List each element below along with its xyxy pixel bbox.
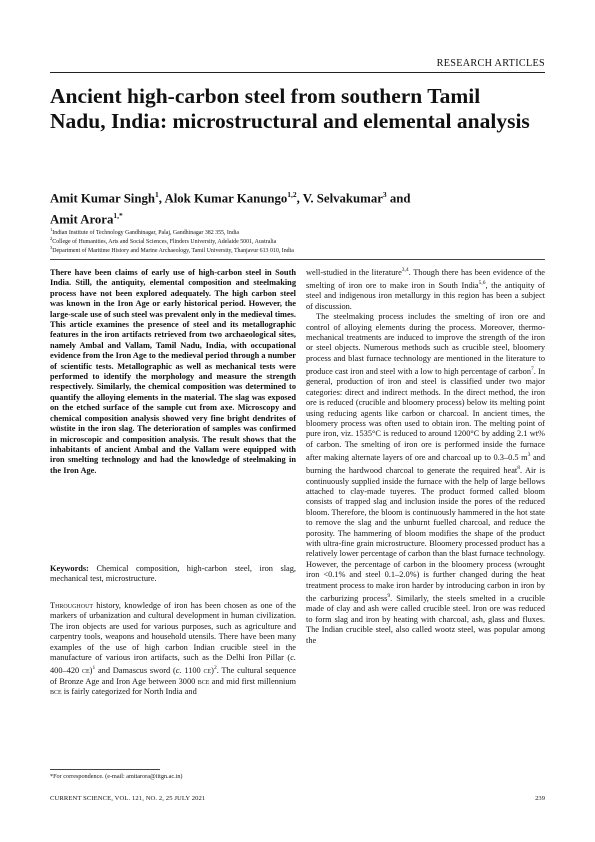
affiliation-rule bbox=[50, 259, 545, 260]
era-abbrev: bce bbox=[197, 676, 210, 686]
intro-text: and mid first millennium bbox=[209, 676, 296, 686]
author-list bbox=[50, 186, 510, 229]
citation-ref: 7 bbox=[531, 366, 534, 373]
author-affiliation-mark: 1 bbox=[155, 190, 159, 199]
circa-abbrev: c. bbox=[175, 666, 182, 676]
keywords-text: Chemical composition, high-carbon steel, iron slag, mechanical test, microstructure. bbox=[50, 564, 296, 584]
body-text: . Though there has been evidence of the smelting of iron ore to make iron in South India bbox=[306, 267, 545, 290]
intro-text: is fairly categorized for North India and bbox=[61, 687, 197, 697]
citation-ref: 2 bbox=[213, 665, 217, 672]
affiliation bbox=[50, 244, 545, 255]
intro-text: ) bbox=[211, 666, 214, 676]
citation-ref: 1 bbox=[92, 665, 96, 672]
article-title: Ancient high-carbon steel from southern Tamil Nadu, India: microstructural and elemental analysis bbox=[50, 84, 530, 133]
author-name: Alok Kumar Kanungo bbox=[164, 191, 288, 206]
citation-ref: 5,6 bbox=[478, 280, 486, 287]
body-text: well-studied in the literature bbox=[306, 267, 402, 277]
affiliation-text: Indian Institute of Technology Gandhinagar, Palaj, Gandhinagar 382 355, India bbox=[52, 229, 240, 236]
author-name: V. Selvakumar bbox=[302, 191, 383, 206]
intro-text: ) bbox=[89, 666, 93, 676]
abstract: There have been claims of early use of high-carbon steel in South India. Still, the antiquity, elemental composition and steelmaking process have not been explored adequately. The high carbon steel was known in the Iron Age or early historical period. However, the large-scale use of such steel was prevalent only in the medieval times. This article examines the presence of steel and its metallographic features in the iron artifacts retrieved from two archaeological sites, namely Ambal and Vallam, Tamil Nadu, India, with occupational evidence from the Iron Age to the medieval period through a number of scientific tests. Metallographic as well as mechanical tests were performed to identify the morphology and measure the strength respectively. Similarly, the chemical composition was determined to quantify the alloying elements in the material. The slag was exposed on the etched surface of the sample cut from axe. Microscopy and chemical composition analysis showed very fine bright dendrites of wüstite in the iron slag. The deterioration of samples was confirmed in microscopic and composition analysis. The result shows that the inhabitants of ancient Ambal and the Vallam were equipped with iron smelting technology and had the knowledge of steelmaking in the Iron Age. bbox=[50, 268, 296, 475]
citation-ref: 3,4 bbox=[401, 267, 409, 273]
body-paragraph bbox=[306, 265, 545, 312]
body-text: . Air is continuously supplied inside the furnace with the help of large bellows attached to clay-made tuyeres. The product formed called bloom consists of trapped slag and inclusion inside the pores of the reduced bloom. Therefore, the bloom is continuously hammered in the hot state to remove the slag and the unburnt fuelled charcoal, and reduce the porosity. The hammering of bloom modifies the shape of the product with ultra-fine grain microstructure. Bloomery processed product has a relatively lower percentage of carbon than the blast furnace technology. However, the percentage of carbon in the bloomery process (wrought iron <0.1% and steel 0.1–2.0%) is further changed during the heat treatment process to make iron harder by introducing carbon in iron by the carburizing process bbox=[306, 466, 546, 603]
intro-text: and Damascus sword ( bbox=[95, 666, 176, 676]
intro-text: 400–420 bbox=[50, 666, 82, 676]
affiliation-text: College of Humanities, Arts and Social Sciences, Flinders University, Adelaide 5001, Australia bbox=[52, 238, 277, 245]
author-name: Amit Arora bbox=[50, 212, 114, 227]
affiliation-mark: 2 bbox=[50, 236, 53, 241]
intro-paragraph bbox=[50, 601, 296, 697]
author-affiliation-mark: 3 bbox=[382, 190, 387, 199]
journal-footer: CURRENT SCIENCE, VOL. 121, NO. 2, 25 JULY 2021 bbox=[50, 795, 206, 802]
author-separator: , bbox=[296, 191, 303, 206]
footnote-rule bbox=[50, 769, 160, 770]
intro-text: . The cultural sequence of Bronze Age and Iron Age between 3000 bbox=[50, 666, 296, 686]
unit-exponent: 3 bbox=[527, 452, 531, 459]
era-abbrev: ce bbox=[81, 666, 90, 676]
author-separator: , bbox=[158, 191, 165, 206]
era-abbrev: ce bbox=[203, 666, 212, 676]
intro-text: 1100 bbox=[181, 666, 204, 676]
citation-ref: 8 bbox=[517, 465, 520, 472]
correspondence-footnote: *For correspondence. (e-mail: amitarora@iitgn.ac.in) bbox=[50, 773, 183, 780]
intro-lead-word: Throughout bbox=[50, 601, 94, 610]
body-text: , the antiquity of steel and indigenous iron metallurgy in this region has been a subject of discussion. bbox=[306, 280, 545, 311]
circa-abbrev: c. bbox=[290, 653, 296, 663]
author-name: Amit Kumar Singh bbox=[50, 191, 155, 206]
section-label: RESEARCH ARTICLES bbox=[436, 58, 545, 69]
era-abbrev: bce bbox=[50, 687, 62, 697]
keywords bbox=[50, 564, 296, 585]
intro-text: history, knowledge of iron has been chosen as one of the markers of urbanization and cultural development in human civilization. The iron objects are used for various purposes, such as agriculture and carpentry tools, weapons and household utensils. There have been many examples of the use of high carbon Indian crucible steel in the manufacture of various iron artifacts, such as the Delhi Iron Pillar ( bbox=[50, 601, 296, 663]
body-text: and burning the hardwood charcoal to generate the required heat bbox=[306, 453, 546, 476]
citation-ref: 9 bbox=[387, 593, 391, 600]
header-rule bbox=[50, 72, 545, 73]
affiliation-mark: 3 bbox=[50, 245, 53, 250]
body-paragraph bbox=[306, 312, 545, 646]
body-text: . In general, production of iron and steel is classified under two major categories: direct and indirect methods. In the direct method, the iron ore is reduced (crucible and bloomery process) below its melting point using reducing agents like carbon or charcoal. In ancient times, the bloomery process was often used to obtain iron. The melting point of pure iron, viz. 1535°C is reduced to around 1200°C by adding 2.1 wt% of carbon. The smelting of iron ore is performed inside the furnace after making alternate layers of ore and charcoal up to 0.3–0.5 m bbox=[306, 367, 546, 463]
body-text: . Similarly, the steels smelted in a crucible made of clay and ash were called crucible steel. Iron ore was reduced to form slag and iron by heating with charcoal, ash, glass and fluxes. The Indian crucible steel, also called wootz steel, was popular among the bbox=[306, 593, 545, 645]
affiliation-mark: 1 bbox=[50, 227, 53, 232]
body-text: The steelmaking process includes the smelting of iron ore and control of alloying elements during the process. Moreover, thermo-mechanical treatments are induced to improve the strength of the iron or steel objects. Numerous methods such as crucible steel, bloomery process and blast furnace technology are mentioned in the literature to produce cast iron and steel with a low to high percentage of carbon bbox=[306, 312, 545, 376]
affiliation-text: Department of Maritime History and Marine Archaeology, Tamil University, Thanjavur 613 010, India bbox=[52, 247, 294, 254]
page-number: 239 bbox=[535, 795, 545, 802]
right-column bbox=[306, 265, 545, 646]
author-affiliation-mark: 1,* bbox=[113, 211, 123, 221]
author-affiliation-mark: 1,2 bbox=[287, 190, 297, 199]
keywords-label: Keywords: bbox=[50, 564, 89, 573]
author-separator: and bbox=[386, 191, 411, 206]
